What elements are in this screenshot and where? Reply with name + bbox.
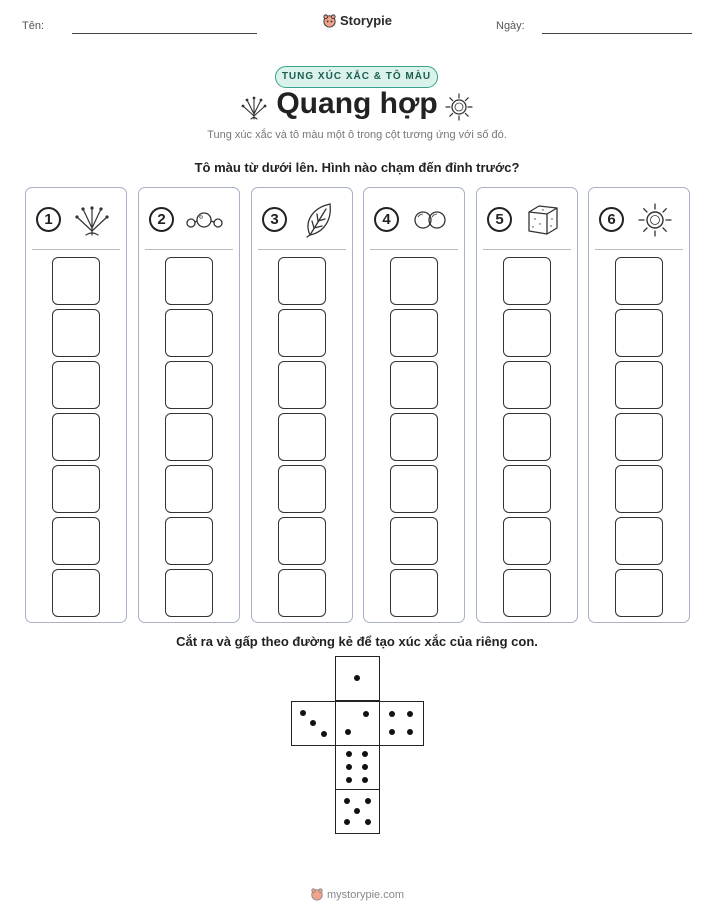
color-cell[interactable]: [615, 413, 663, 461]
color-cell[interactable]: [278, 257, 326, 305]
bubbles-icon: [410, 202, 450, 238]
dice-pip: [365, 819, 371, 825]
brand-name: Storypie: [339, 13, 392, 28]
dice-pip: [300, 710, 306, 716]
color-cell[interactable]: [52, 309, 100, 357]
dice-pip: [310, 720, 316, 726]
color-cell[interactable]: [278, 361, 326, 409]
column-number: 5: [487, 207, 512, 232]
color-cell[interactable]: [278, 413, 326, 461]
column-number: 1: [36, 207, 61, 232]
dice-pip: [362, 751, 368, 757]
storypie-logo-icon: [310, 887, 324, 901]
color-cell[interactable]: [278, 465, 326, 513]
color-cell[interactable]: [165, 413, 213, 461]
color-cell[interactable]: [390, 569, 438, 617]
molecule-icon: [185, 202, 225, 238]
dice-pip: [389, 711, 395, 717]
dice-pip: [344, 798, 350, 804]
color-cell[interactable]: [615, 569, 663, 617]
column-number: 6: [599, 207, 624, 232]
color-cell[interactable]: [615, 361, 663, 409]
dice-column-6: [588, 187, 690, 623]
color-cell[interactable]: [390, 517, 438, 565]
color-cell[interactable]: [503, 465, 551, 513]
color-cell[interactable]: [503, 569, 551, 617]
color-cell[interactable]: [615, 309, 663, 357]
color-cell[interactable]: [503, 309, 551, 357]
color-cell[interactable]: [390, 257, 438, 305]
dice-pip: [321, 731, 327, 737]
dice-pip: [354, 675, 360, 681]
color-cell[interactable]: [390, 465, 438, 513]
subtitle: Tung xúc xắc và tô màu một ô trong cột tương ứng với số đó.: [207, 129, 507, 141]
dice-column-2: [138, 187, 240, 623]
dice-pip: [407, 729, 413, 735]
brand: [0, 13, 714, 28]
dice-face: [335, 745, 380, 790]
color-cell[interactable]: [52, 465, 100, 513]
color-cell[interactable]: [615, 517, 663, 565]
dice-pip: [346, 764, 352, 770]
color-instruction: Tô màu từ dưới lên. Hình nào chạm đến đỉnh trước?: [194, 160, 520, 175]
dice-pip: [362, 777, 368, 783]
dice-pip: [365, 798, 371, 804]
name-label: Tên:: [22, 20, 45, 32]
storypie-logo-icon: [322, 13, 337, 28]
color-cell[interactable]: [503, 517, 551, 565]
activity-badge: TUNG XÚC XẮC & TÔ MÀU: [275, 66, 438, 88]
column-number: 2: [149, 207, 174, 232]
cut-instruction: Cắt ra và gấp theo đường kẻ để tạo xúc xắc của riêng con.: [176, 634, 538, 649]
dice-pip: [407, 711, 413, 717]
color-cell[interactable]: [390, 361, 438, 409]
date-line[interactable]: [542, 33, 692, 34]
plant-icon: [72, 202, 112, 238]
footer-url[interactable]: mystorypie.com: [326, 889, 405, 901]
color-cell[interactable]: [165, 309, 213, 357]
color-cell[interactable]: [615, 257, 663, 305]
color-cell[interactable]: [52, 413, 100, 461]
color-cell[interactable]: [278, 569, 326, 617]
color-cell[interactable]: [503, 257, 551, 305]
dice-pip: [346, 777, 352, 783]
column-number: 4: [374, 207, 399, 232]
color-cell[interactable]: [165, 361, 213, 409]
dice-face: [335, 656, 380, 701]
column-number: 3: [262, 207, 287, 232]
dice-column-5: [476, 187, 578, 623]
color-cell[interactable]: [503, 413, 551, 461]
color-cell[interactable]: [165, 257, 213, 305]
dice-pip: [362, 764, 368, 770]
color-cell[interactable]: [390, 309, 438, 357]
color-cell[interactable]: [165, 569, 213, 617]
dice-face: [335, 789, 380, 834]
color-cell[interactable]: [390, 413, 438, 461]
color-cell[interactable]: [503, 361, 551, 409]
dice-pip: [346, 751, 352, 757]
dice-face: [335, 701, 380, 746]
page-title: Quang hợp: [276, 87, 438, 120]
color-cell[interactable]: [278, 309, 326, 357]
sun-icon: [444, 92, 474, 122]
dice-column-4: [363, 187, 465, 623]
dice-face: [291, 701, 336, 746]
dice-face: [379, 701, 424, 746]
footer: [0, 887, 714, 901]
date-label: Ngày:: [496, 20, 525, 32]
color-cell[interactable]: [615, 465, 663, 513]
color-cell[interactable]: [52, 257, 100, 305]
color-cell[interactable]: [52, 517, 100, 565]
color-cell[interactable]: [52, 569, 100, 617]
dice-pip: [389, 729, 395, 735]
color-cell[interactable]: [52, 361, 100, 409]
color-cell[interactable]: [165, 517, 213, 565]
sun-icon: [635, 202, 675, 238]
dice-column-1: [25, 187, 127, 623]
color-cell[interactable]: [278, 517, 326, 565]
dice-pip: [345, 729, 351, 735]
dice-pip: [354, 808, 360, 814]
dice-pip: [363, 711, 369, 717]
leaf-icon: [298, 202, 338, 238]
sugar-cube-icon: [523, 202, 563, 238]
dice-column-3: [251, 187, 353, 623]
dice-pip: [344, 819, 350, 825]
name-line[interactable]: [72, 33, 257, 34]
color-cell[interactable]: [165, 465, 213, 513]
